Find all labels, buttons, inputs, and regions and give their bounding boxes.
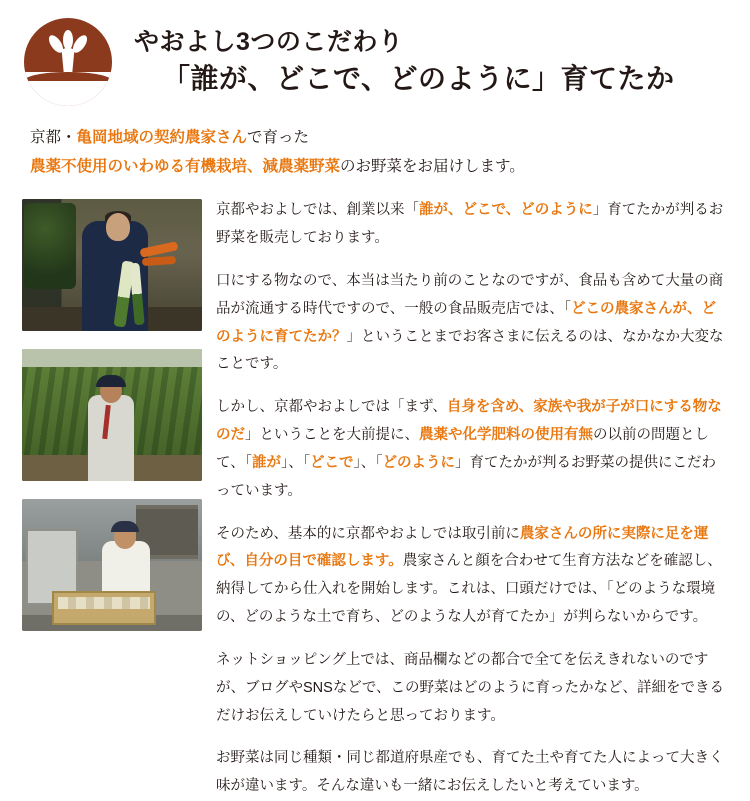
photo-column <box>22 195 202 801</box>
photo1-person-head <box>106 213 130 241</box>
intro-line-2 <box>30 153 726 182</box>
highlight-run: どこの農家さんが、どのように育てたか？ <box>216 300 716 345</box>
photo-farmer-field <box>22 349 202 481</box>
highlight-run: 農薬や化学肥料の使用有無 <box>419 427 593 444</box>
page-title: やおよし3つのこだわり <box>134 28 404 57</box>
header-titles <box>134 26 674 98</box>
intro-line-1 <box>30 124 726 153</box>
paragraph-2 <box>216 268 728 379</box>
text-run: 農家さんと顔を合わせて生育方法などを確認し、納得してから仕入れを開始します。これは、口頭だけでは、「どのような環境の、どのような土で育ち、どのような人が育てたか」が判らないからです。 <box>216 553 722 626</box>
intro-line1-c: で育った <box>247 129 310 146</box>
photo2-person-cap <box>96 375 126 387</box>
paragraph-5 <box>216 647 728 730</box>
page-subtitle: 「誰が、どこで、どのように」育てたか <box>162 62 675 94</box>
text-run: の以前の問題として、「 <box>216 427 709 471</box>
content-area <box>0 187 750 801</box>
photo-packing-work <box>22 499 202 631</box>
photo1-greens <box>24 203 76 289</box>
photo2-person-body <box>88 395 134 481</box>
radish-leaf-center-icon <box>63 30 73 50</box>
intro-line2-highlight: 農薬不使用のいわゆる有機栽培、減農薬野菜 <box>30 157 341 175</box>
soil-shape <box>24 72 112 106</box>
text-run: そのため、基本的に京都やおよしでは取引前に <box>216 525 520 542</box>
text-run: 」、「 <box>280 454 310 471</box>
highlight-run: 誰が、どこで、どのように <box>419 202 593 219</box>
intro-text <box>0 114 750 187</box>
text-run: しかし、京都やおよしでは「まず、 <box>216 399 447 416</box>
highlight-run: 農家さんの所に実際に足を運び、自分の目で確認します。 <box>216 525 709 570</box>
photo-shop-owner <box>22 199 202 331</box>
text-run: ネットショッピング上では、商品欄などの都合で全てを伝えきれないのですが、ブログやSNSなどで、この野菜はどのように育ったかなど、詳細をできるだけお伝えしていけたらと思っております。 <box>216 651 725 724</box>
intro-line2-b: のお野菜をお届けします。 <box>340 157 525 175</box>
intro-line1-highlight: 亀岡地域の契約農家さん <box>76 129 248 146</box>
highlight-run: どこで <box>309 454 354 471</box>
photo3-crate <box>52 591 156 625</box>
text-run: 」育てたかが判るお野菜の提供にこだわっています。 <box>216 454 716 499</box>
page-header <box>0 0 750 114</box>
photo3-person-cap <box>111 521 139 532</box>
text-run: 京都やおよしでは、創業以来「 <box>216 202 419 219</box>
paragraph-6 <box>216 745 728 801</box>
text-run: 」ということを大前提に、 <box>245 427 419 444</box>
text-column <box>216 195 728 801</box>
paragraph-1 <box>216 197 728 253</box>
text-run: 」、「 <box>353 454 383 471</box>
text-run: 」ということまでお客さまに伝えるのは、なかなか大変なことです。 <box>216 328 724 373</box>
highlight-run: 誰が <box>251 454 281 471</box>
text-run: お野菜は同じ種類・同じ都道府県産でも、育てた土や育てた人によって大きく味が違います。そんな違いも一緒にお伝えしたいと考えています。 <box>216 750 724 795</box>
intro-line1-a: 京都・ <box>30 129 77 146</box>
highlight-run: どのように <box>382 454 455 471</box>
paragraph-4 <box>216 521 728 632</box>
highlight-run: 自身を含め、家族や我が子が口にする物なのだ <box>216 399 722 444</box>
text-run: 口にする物なので、本当は当たり前のことなのですが、食品も含めて大量の商品が流通する時代ですので、一般の食品販売店では、「 <box>216 273 724 317</box>
paragraph-3 <box>216 394 728 505</box>
radish-logo-icon <box>24 18 112 106</box>
text-run: 」育てたかが判るお野菜を販売しております。 <box>216 202 724 247</box>
